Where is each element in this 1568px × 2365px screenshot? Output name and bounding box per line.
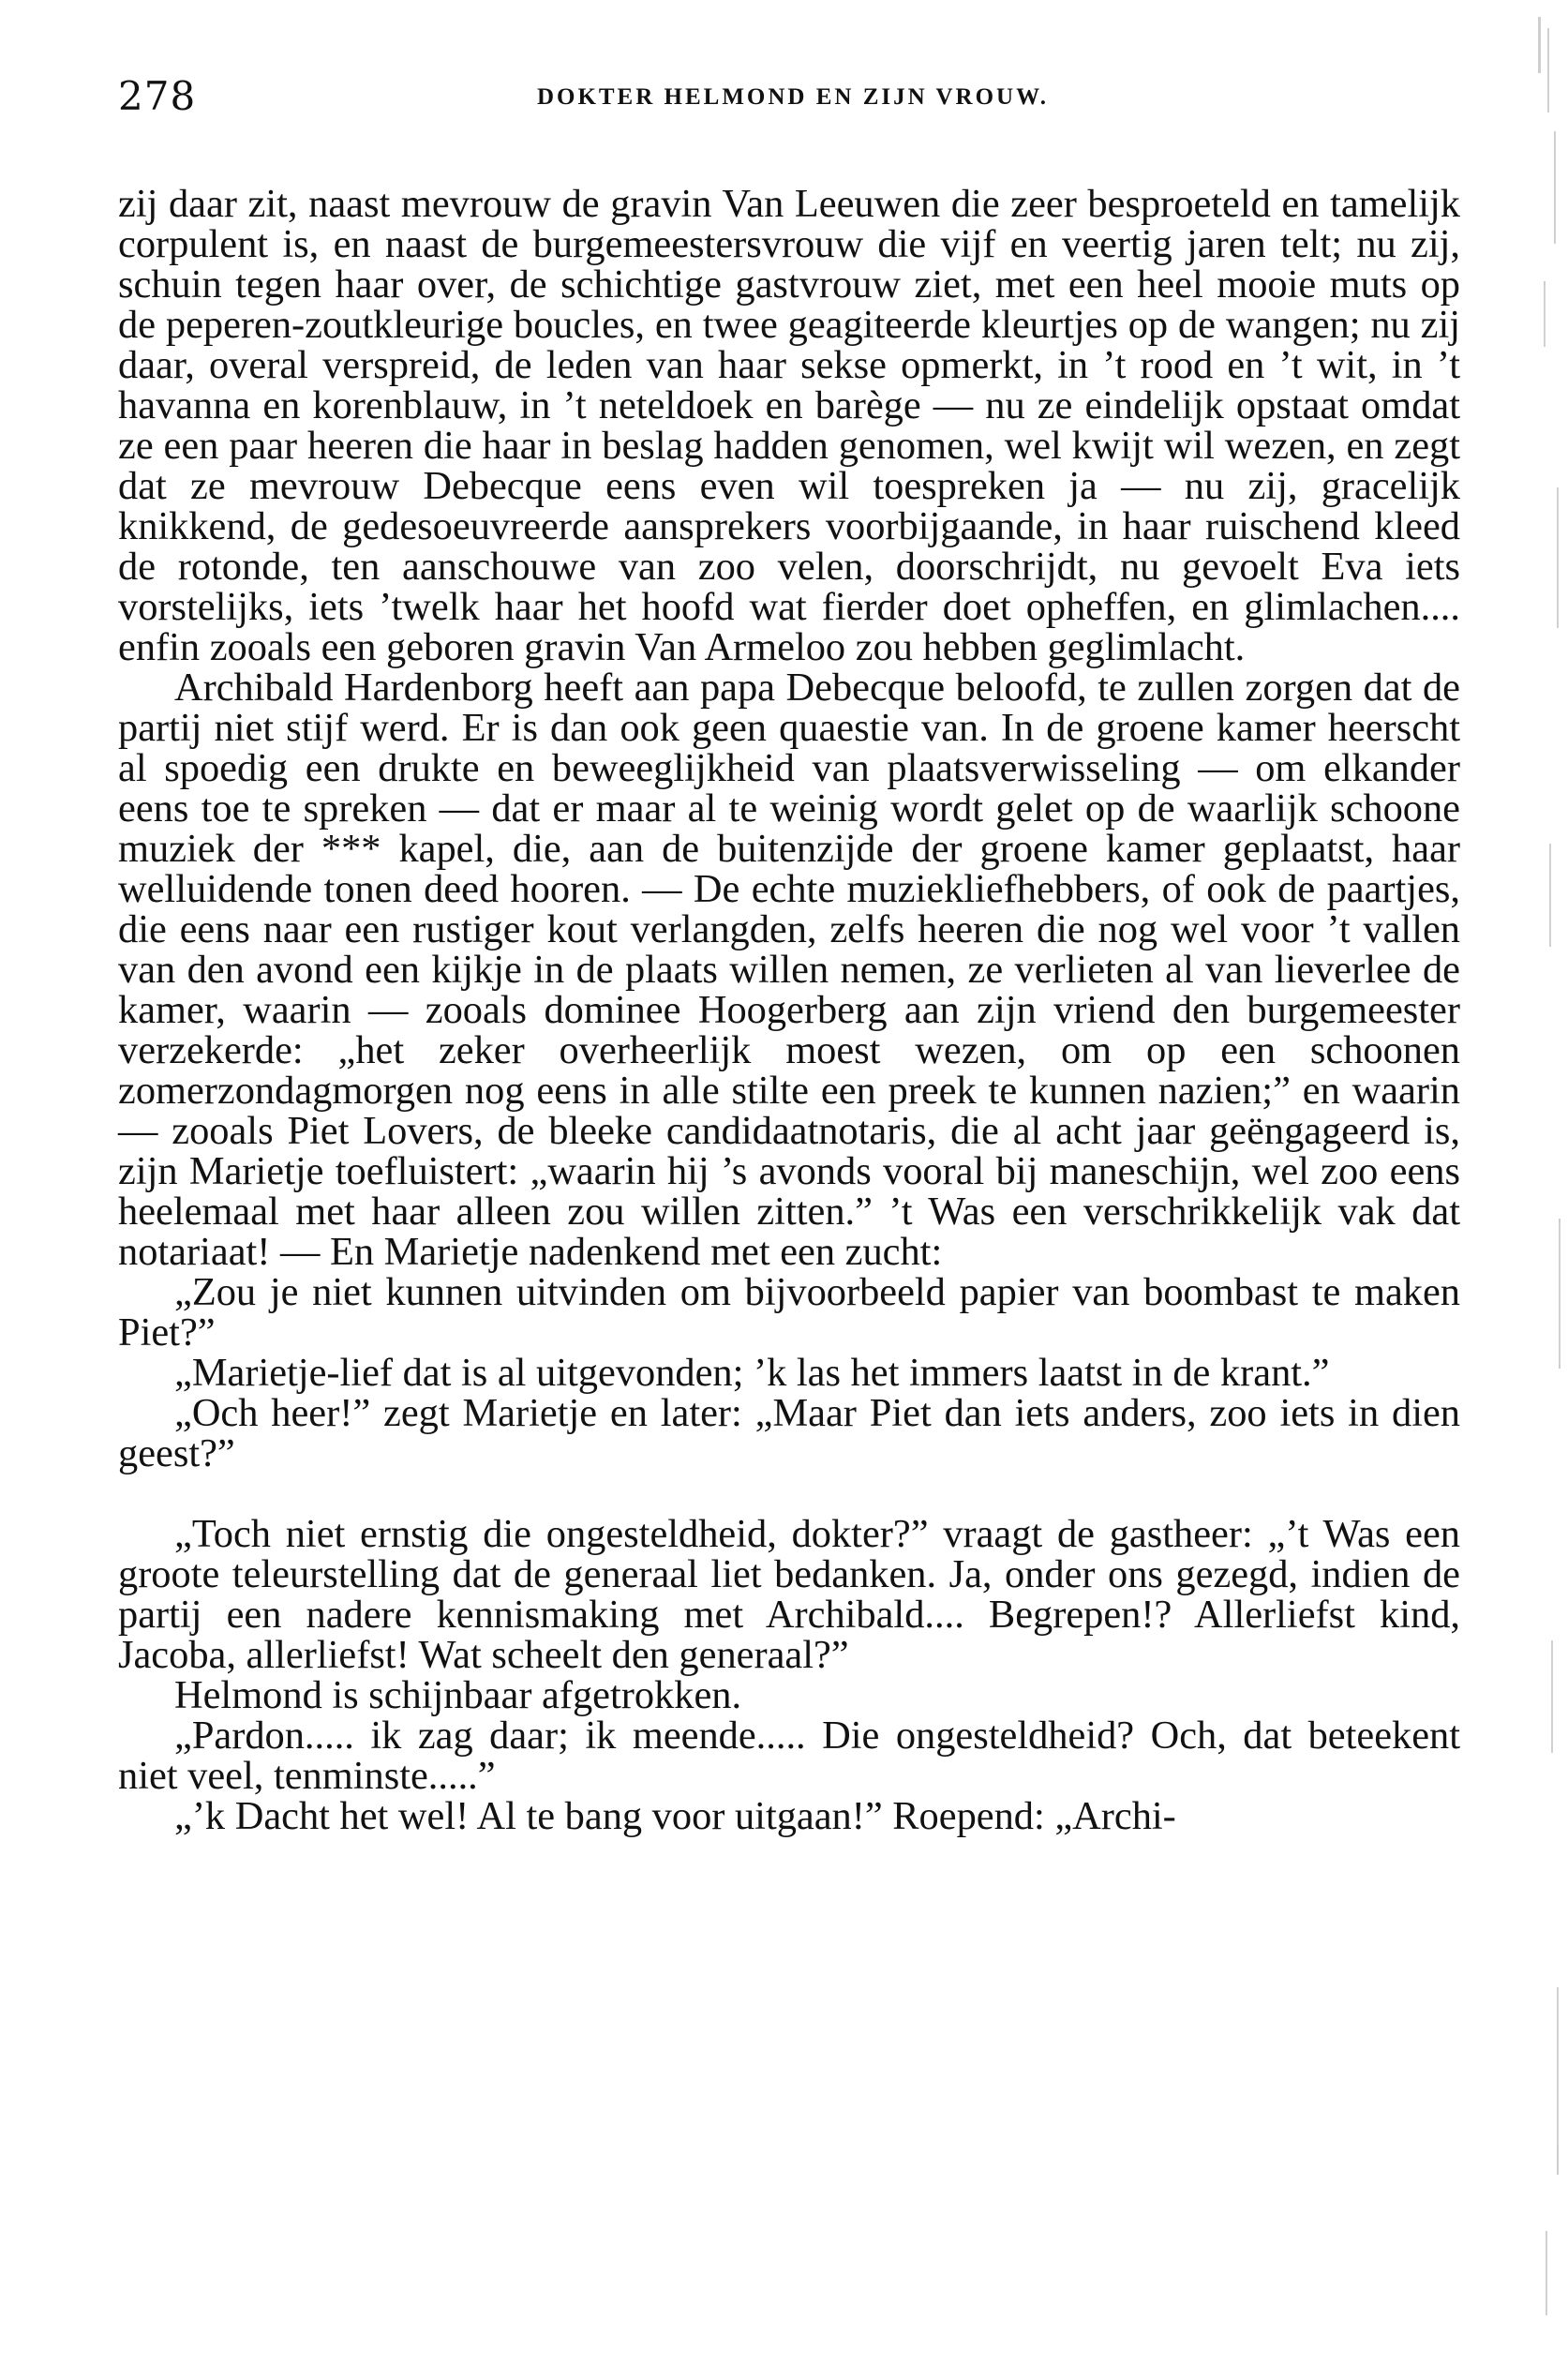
paragraph: „Toch niet ernstig die ongesteldheid, dokter?” vraagt de gastheer: „’t Was een groote teleurstelling dat de generaal liet bedanken. Ja, onder ons gezegd, indien de partij een nadere kennismaking met Archibald.... Begrepen!? Allerliefst kind, Jacoba, allerliefst! Wat scheelt den generaal?” — [118, 1512, 1460, 1677]
paragraph: Archibald Hardenborg heeft aan papa Debecque beloofd, te zullen zorgen dat de partij niet stijf werd. Er is dan ook geen quaestie van. In de groene kamer heerscht al spoedig een drukte en beweeglijkheid van plaatsverwisseling — om elkander eens toe te spreken — dat er maar al te weinig wordt gelet op de waarlijk schoone muziek der *** kapel, die, aan de buitenzijde der groene kamer geplaatst, haar welluidende tonen deed hooren. — De echte muziekliefhebbers, of ook de paartjes, die eens naar een rustiger kout verlangden, zelfs heeren die nog wel voor ’t vallen van den avond een kijkje in de plaats willen nemen, ze verlieten al van lieverlee de kamer, waarin — zooals dominee Hoogerberg aan zijn vriend den burgemeester verzekerde: „het zeker overheerlijk moest wezen, om op een schoonen zomerzondagmorgen nog eens in alle stilte een preek te kunnen nazien;” en waarin — zooals Piet Lovers, de bleeke candidaatnotaris, die al acht jaar geëngageerd is, zijn Marietje toefluistert: „waarin hij ’s avonds vooral bij maneschijn, wel zoo eens heelemaal met haar alleen zou willen zitten.” ’t Was een verschrikkelijk vak dat notariaat! — En Marietje nadenkend met een zucht: — [118, 666, 1460, 1274]
paragraph: Helmond is schijnbaar afgetrokken. — [174, 1673, 742, 1717]
paragraph: „Zou je niet kunnen uitvinden om bijvoorbeeld papier van boombast te maken Piet?” — [118, 1270, 1460, 1355]
scan-edge-noise — [1502, 0, 1568, 2365]
page-header — [118, 73, 1468, 129]
paragraph: zij daar zit, naast mevrouw de gravin Van Leeuwen die zeer besproeteld en tamelijk corpulent is, en naast de burgemeestersvrouw die vijf en veertig jaren telt; nu zij, schuin tegen haar over, de schichtige gastvrouw ziet, met een heel mooie muts op de peperen-zoutkleurige boucles, en twee geagiteerde kleurtjes op de wangen; nu zij daar, overal verspreid, de leden van haar sekse opmerkt, in ’t rood en ’t wit, in ’t havanna en korenblauw, in ’t neteldoek en barège — nu ze eindelijk opstaat omdat ze een paar heeren die haar in beslag hadden genomen, wel kwijt wil wezen, en zegt dat ze mevrouw Debecque eens even wil toespreken ja — nu zij, gracelijk knikkend, de gedesoeuvreerde aansprekers voorbijgaande, in haar ruischend kleed de rotonde, ten aanschouwe van zoo velen, doorschrijdt, nu gevoelt Eva iets vorstelijks, iets ’twelk haar het hoofd wat fierder doet opheffen, en glimlachen.... enfin zooals een geboren gravin Van Armeloo zou hebben geglimlacht. — [118, 182, 1460, 669]
paragraph: „’k Dacht het wel! Al te bang voor uitgaan!” Roepend: „Archi- — [174, 1794, 1176, 1838]
running-title: DOKTER HELMOND EN ZIJN VROUW. — [536, 84, 1050, 110]
paragraph: „Pardon..... ik zag daar; ik meende..... Die ongesteldheid? Och, dat beteekent niet veel, tenminste.....” — [118, 1714, 1460, 1798]
body-text — [118, 184, 1460, 1836]
paragraph: „Marietje-lief dat is al uitgevonden; ’k las het immers laatst in de krant.” — [174, 1351, 1330, 1395]
paragraph: „Och heer!” zegt Marietje en later: „Maar Piet dan iets anders, zoo iets in dien geest?” — [118, 1391, 1460, 1475]
page-number: 278 — [118, 73, 197, 119]
